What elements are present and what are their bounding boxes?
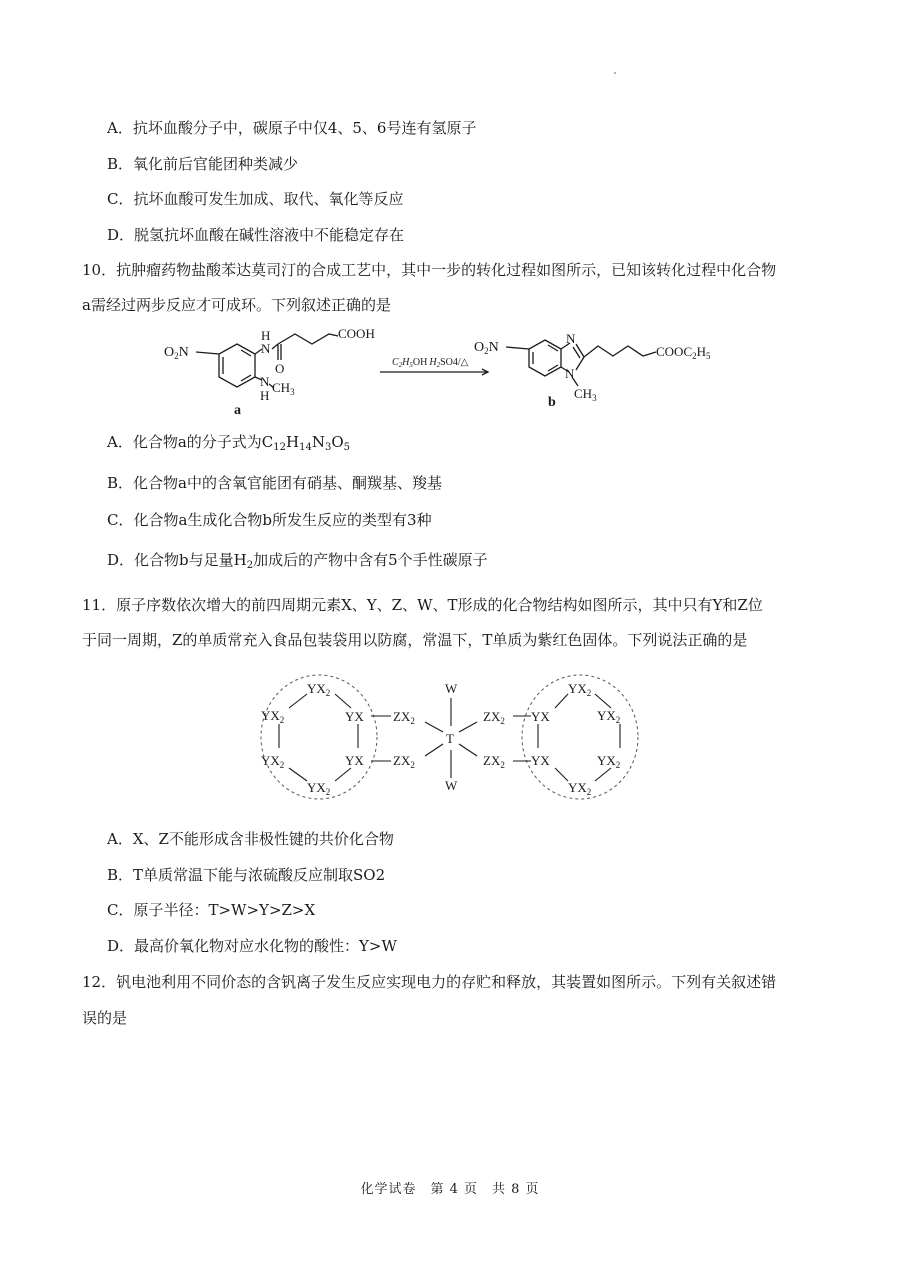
page-footer: 化学试卷 第 4 页 共 8 页: [360, 1182, 540, 1197]
q10-option-d-prefix: D．化合物b与足量: [107, 551, 234, 569]
b-ch3-label: $CH_3$: [574, 386, 597, 403]
a-cooh: COOH: [338, 326, 375, 341]
q10-stem-line2: a需经过两步反应才可成环。下列叙述正确的是: [82, 296, 391, 314]
q12-stem-line2: 误的是: [82, 1009, 128, 1027]
q11-stem-line1: 11．原子序数依次增大的前四周期元素X、Y、Z、W、T形成的化合物结构如图所示，其中只有Y和Z位: [82, 596, 763, 614]
left-lower-yx: YX: [345, 753, 364, 768]
label-b: b: [548, 395, 556, 410]
q9-option-a: A．抗坏血酸分子中，碳原子中仅4、5、6号连有氢原子: [107, 119, 477, 137]
a-nh-n: N: [261, 341, 271, 356]
right-upper-zx2: $ZX_2$: [483, 709, 505, 726]
q11-option-b: B．T单质常温下能与浓硫酸反应制取SO2: [107, 866, 386, 884]
bottom-w: W: [445, 778, 458, 793]
b-ester-label: $COOC_2H_5$: [656, 344, 711, 361]
h2-formula: $H_2$: [233, 551, 254, 571]
right-upper-yx2: $YX_2$: [597, 708, 621, 725]
left-lower-zx2: $ZX_2$: [393, 753, 415, 770]
left-upper-yx: YX: [345, 709, 364, 724]
q10-option-d-suffix: 加成后的产物中含有5个手性碳原子: [253, 551, 488, 569]
reagent-label: $C_2H_5OH$ $H_2SO4/\triangle$: [392, 357, 469, 369]
q11-option-d: D．最高价氧化物对应水化物的酸性：Y>W: [107, 937, 397, 955]
a-nitro-label: $O_2N$: [164, 345, 189, 361]
a-nme-h: H: [260, 388, 270, 403]
q10-formula: $C_{12}H_{14}N_3O_5$: [261, 433, 351, 453]
right-lower-yx2: $YX_2$: [597, 753, 621, 770]
a-carbonyl-o: O: [275, 361, 285, 376]
a-nh-h: H: [261, 328, 271, 343]
q10-option-d: [107, 550, 488, 576]
right-bottom-yx2: $YX_2$: [568, 780, 592, 797]
a-nme-n: N: [260, 374, 270, 389]
q10-option-a: [107, 432, 350, 458]
q9-option-d: D．脱氢抗坏血酸在碱性溶液中不能稳定存在: [107, 226, 405, 244]
scan-speck: [614, 72, 616, 74]
q10-reaction-scheme: [150, 322, 770, 422]
q10-option-a-text: A．化合物a的分子式为: [107, 433, 262, 451]
left-lower-yx2: $YX_2$: [261, 753, 285, 770]
left-top-yx2: $YX_2$: [307, 681, 331, 698]
q10-option-b: B．化合物a中的含氧官能团有硝基、酮羰基、羧基: [107, 474, 442, 492]
q10-option-c: C．化合物a生成化合物b所发生反应的类型有3种: [107, 511, 432, 529]
a-ch3-label: $CH_3$: [272, 380, 295, 397]
top-w: W: [445, 681, 458, 696]
q9-option-b: B．氧化前后官能团种类减少: [107, 155, 299, 173]
label-a: a: [234, 403, 241, 418]
left-bottom-yx2: $YX_2$: [307, 780, 331, 797]
q12-stem-line1: 12．钒电池利用不同价态的含钒离子发生反应实现电力的存贮和释放，其装置如图所示。下列有关叙述错: [82, 973, 777, 991]
q11-stem-line2: 于同一周期，Z的单质常充入食品包装袋用以防腐，常温下，T单质为紫红色固体。下列说法正确的是: [82, 631, 748, 649]
b-n-bottom: N: [565, 366, 575, 381]
right-upper-yx: YX: [531, 709, 550, 724]
center-t: T: [446, 731, 454, 746]
b-n-top: N: [566, 331, 576, 346]
b-nitro-label: $O_2N$: [474, 340, 499, 356]
right-lower-yx: YX: [531, 753, 550, 768]
left-upper-yx2: $YX_2$: [261, 708, 285, 725]
q10-stem-line1: 10．抗肿瘤药物盐酸苯达莫司汀的合成工艺中，其中一步的转化过程如图所示，已知该转化过程中化合物: [82, 261, 777, 279]
right-top-yx2: $YX_2$: [568, 681, 592, 698]
q11-structure-diagram: [255, 668, 665, 806]
q11-option-c: C．原子半径：T>W>Y>Z>X: [107, 901, 316, 919]
q11-option-a: A．X、Z不能形成含非极性键的共价化合物: [107, 830, 394, 848]
q9-option-c: C．抗坏血酸可发生加成、取代、氧化等反应: [107, 190, 404, 208]
right-lower-zx2: $ZX_2$: [483, 753, 505, 770]
left-upper-zx2: $ZX_2$: [393, 709, 415, 726]
